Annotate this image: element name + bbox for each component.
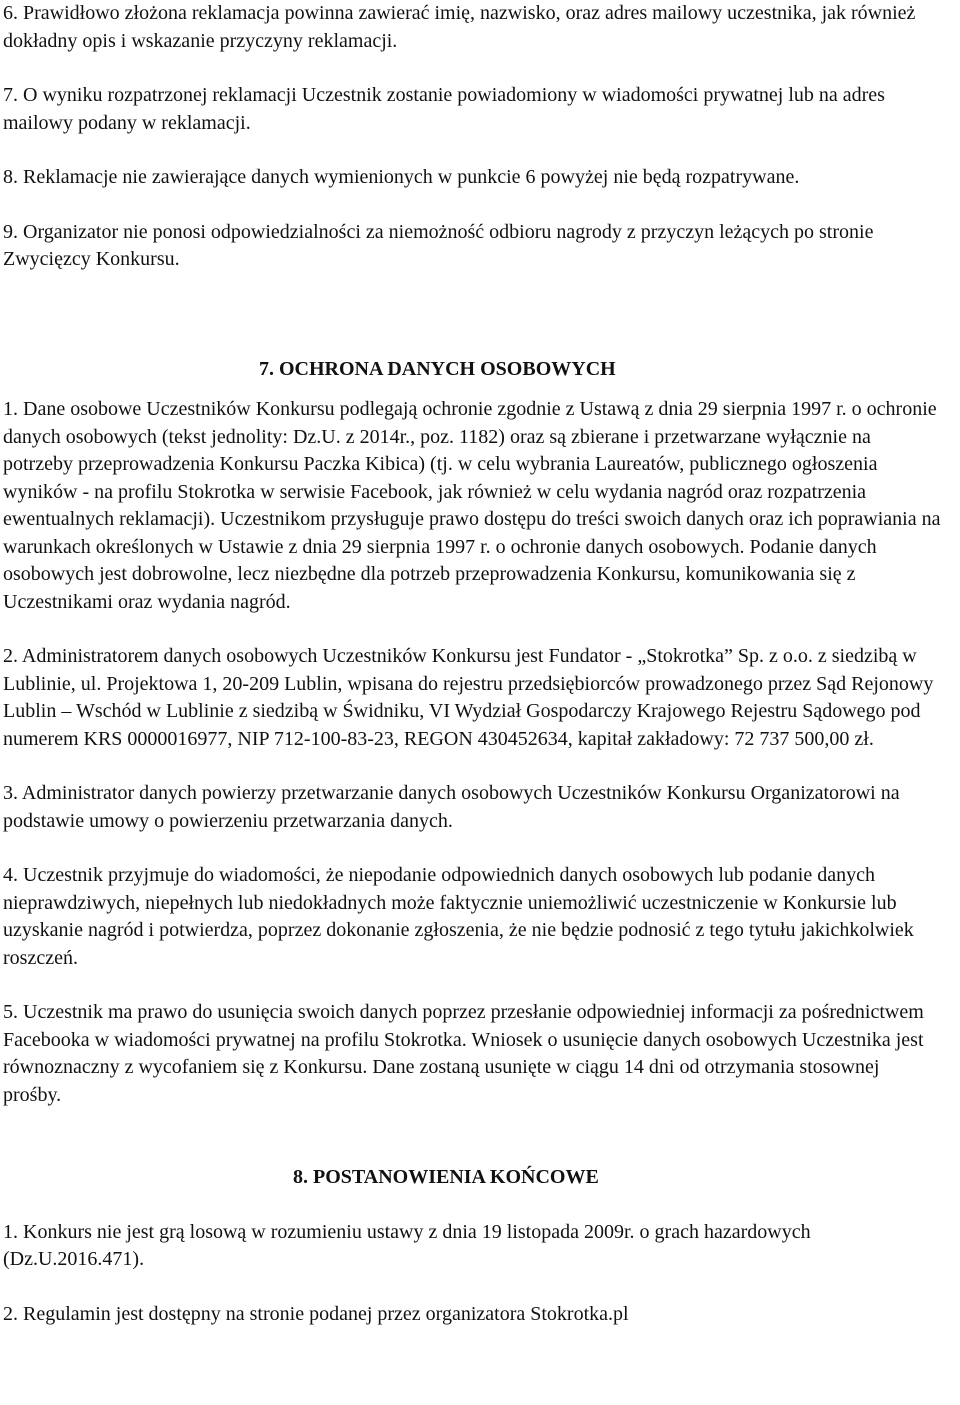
paragraph-data-protection-4: 4. Uczestnik przyjmuje do wiadomości, że niepodanie odpowiednich danych osobowych lub podanie danych nieprawdziwych, niepełnych lub niedokładnych może faktycznie uniemożliwić uczestniczenie w Konkursie lub uzyskanie nagród i potwierdza, poprzez dokonanie zgłoszenia, że nie będzie podnosić z tego tytułu jakichkolwiek roszczeń. (3, 864, 914, 969)
paragraph-7-complaint-result: 7. O wyniku rozpatrzonej reklamacji Uczestnik zostanie powiadomiony w wiadomości prywatnej lub na adres mailowy podany w reklamacji. (3, 84, 885, 134)
paragraph-final-2: 2. Regulamin jest dostępny na stronie podanej przez organizatora Stokrotka.pl (3, 1302, 629, 1325)
paragraph-data-protection-3: 3. Administrator danych powierzy przetwarzanie danych osobowych Uczestników Konkursu Organizatorowi na podstawie umowy o powierzeniu przetwarzania danych. (3, 782, 900, 832)
paragraph-8-incomplete-complaints: 8. Reklamacje nie zawierające danych wymienionych w punkcie 6 powyżej nie będą rozpatrywane. (3, 166, 800, 188)
paragraph-data-protection-5: 5. Uczestnik ma prawo do usunięcia swoich danych poprzez przesłanie odpowiedniej informacji za pośrednictwem Facebooka w wiadomości prywatnej na profilu Stokrotka. Wniosek o usunięcie danych osobowych Uczestnika jest równoznaczny z wycofaniem się z Konkursu. Dane zostaną usunięte w ciągu 14 dni od otrzymania stosownej prośby. (3, 1001, 924, 1106)
paragraph-6-complaint-contents: 6. Prawidłowo złożona reklamacja powinna zawierać imię, nazwisko, oraz adres mailowy uczestnika, jak również dokładny opis i wskazanie przyczyny reklamacji. (3, 2, 916, 52)
paragraph-data-protection-1: 1. Dane osobowe Uczestników Konkursu podlegają ochronie zgodnie z Ustawą z dnia 29 sierpnia 1997 r. o ochronie danych osobowych (tekst jednolity: Dz.U. z 2014r., poz. 1182) oraz są zbierane i przetwarzane wyłącznie na potrzeby przeprowadzenia Konkursu Paczka Kibica) (tj. w celu wybrania Laureatów, publicznego ogłoszenia wyników - na profilu Stokrotka w serwisie Facebook, jak również w celu wydania nagród oraz rozpatrzenia ewentualnych reklamacji). Uczestnikom przysługuje prawo dostępu do treści swoich danych oraz ich poprawiania na warunkach określonych w Ustawie z dnia 29 sierpnia 1997 r. o ochronie danych osobowych. Podanie danych osobowych jest dobrowolne, lecz niezbędne dla potrzeb przeprowadzenia Konkursu, komunikowania się z Uczestnikami oraz wydania nagród. (3, 398, 941, 613)
section-heading-final-provisions: 8. POSTANOWIENIA KOŃCOWE (293, 1166, 599, 1188)
paragraph-data-protection-2: 2. Administratorem danych osobowych Uczestników Konkursu jest Fundator - „Stokrotka” Sp. z o.o. z siedzibą w Lublinie, ul. Projektowa 1, 20-209 Lublin, wpisana do rejestru przedsiębiorców prowadzonego przez Sąd Rejonowy Lublin – Wschód w Lublinie z siedzibą w Świdniku, VI Wydział Gospodarczy Krajowego Rejestru Sądowego pod numerem KRS 0000016977, NIP 712-100-83-23, REGON 430452634, kapitał zakładowy: 72 737 500,00 zł. (3, 645, 934, 750)
paragraph-final-1: 1. Konkurs nie jest grą losową w rozumieniu ustawy z dnia 19 listopada 2009r. o grach hazardowych (Dz.U.2016.471). (3, 1220, 811, 1270)
paragraph-9-organizer-liability: 9. Organizator nie ponosi odpowiedzialności za niemożność odbioru nagrody z przyczyn leżących po stronie Zwycięzcy Konkursu. (3, 220, 874, 270)
section-heading-data-protection: 7. OCHRONA DANYCH OSOBOWYCH (259, 357, 616, 380)
